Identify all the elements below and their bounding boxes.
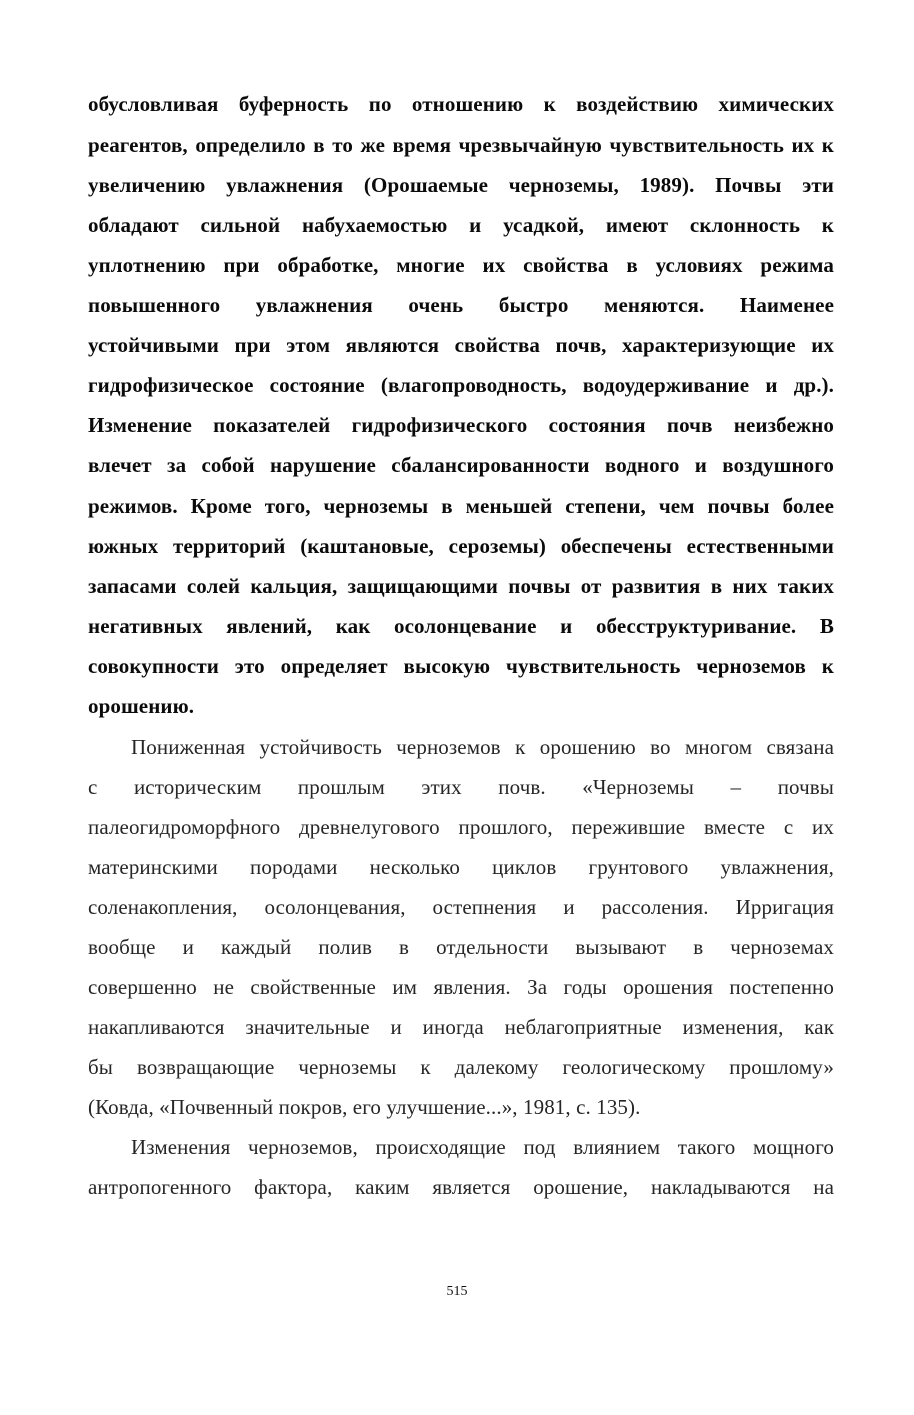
- text-line: влечет за собой нарушение сбалансированности водного и воздушного: [88, 453, 834, 477]
- text-line: совокупности это определяет высокую чувствительность черноземов к: [88, 654, 834, 678]
- paragraph-first-line: Изменения черноземов, происходящие под влиянием такого мощного: [131, 1135, 834, 1159]
- text-line: бы возвращающие черноземы к далекому геологическому прошлому»: [88, 1055, 834, 1079]
- text-line: уплотнению при обработке, многие их свойства в условиях режима: [88, 253, 834, 277]
- text-line: южных территорий (каштановые, сероземы) обеспечены естественными: [88, 534, 834, 558]
- text-line: орошению.: [88, 694, 195, 718]
- text-line: с историческим прошлым этих почв. «Черноземы – почвы: [88, 775, 834, 799]
- page-number: 515: [446, 1284, 468, 1299]
- text-line: устойчивыми при этом являются свойства почв, характеризующие их: [88, 333, 834, 357]
- text-line: реагентов, определило в то же время чрезвычайную чувствительность их к: [88, 133, 834, 157]
- text-line: вообще и каждый полив в отдельности вызывают в черноземах: [88, 935, 834, 959]
- text-line: Изменение показателей гидрофизического состояния почв неизбежно: [88, 413, 834, 437]
- text-line: соленакопления, осолонцевания, остепнения и рассоления. Ирригация: [88, 895, 834, 919]
- text-line: совершенно не свойственные им явления. За годы орошения постепенно: [88, 975, 834, 999]
- text-line: запасами солей кальция, защищающими почвы от развития в них таких: [88, 574, 834, 598]
- text-line: негативных явлений, как осолонцевание и обесструктуривание. В: [88, 614, 834, 638]
- text-line: материнскими породами несколько циклов грунтового увлажнения,: [88, 855, 834, 879]
- text-line: палеогидроморфного древнелугового прошлого, пережившие вместе с их: [88, 815, 834, 839]
- text-line: обладают сильной набухаемостью и усадкой, имеют склонность к: [88, 213, 834, 237]
- text-line: антропогенного фактора, каким является орошение, накладываются на: [88, 1175, 834, 1199]
- paragraph-first-line: Пониженная устойчивость черноземов к орошению во многом связана: [131, 735, 834, 759]
- text-line: накапливаются значительные и иногда неблагоприятные изменения, как: [88, 1015, 834, 1039]
- text-line: режимов. Кроме того, черноземы в меньшей степени, чем почвы более: [88, 494, 834, 518]
- text-line: обусловливая буферность по отношению к воздействию химических: [88, 92, 834, 116]
- text-line: (Ковда, «Почвенный покров, его улучшение...», 1981, с. 135).: [88, 1095, 641, 1119]
- text-line: увеличению увлажнения (Орошаемые черноземы, 1989). Почвы эти: [88, 173, 834, 197]
- text-line: гидрофизическое состояние (влагопроводность, водоудерживание и др.).: [88, 373, 834, 397]
- text-line: повышенного увлажнения очень быстро меняются. Наименее: [88, 293, 834, 317]
